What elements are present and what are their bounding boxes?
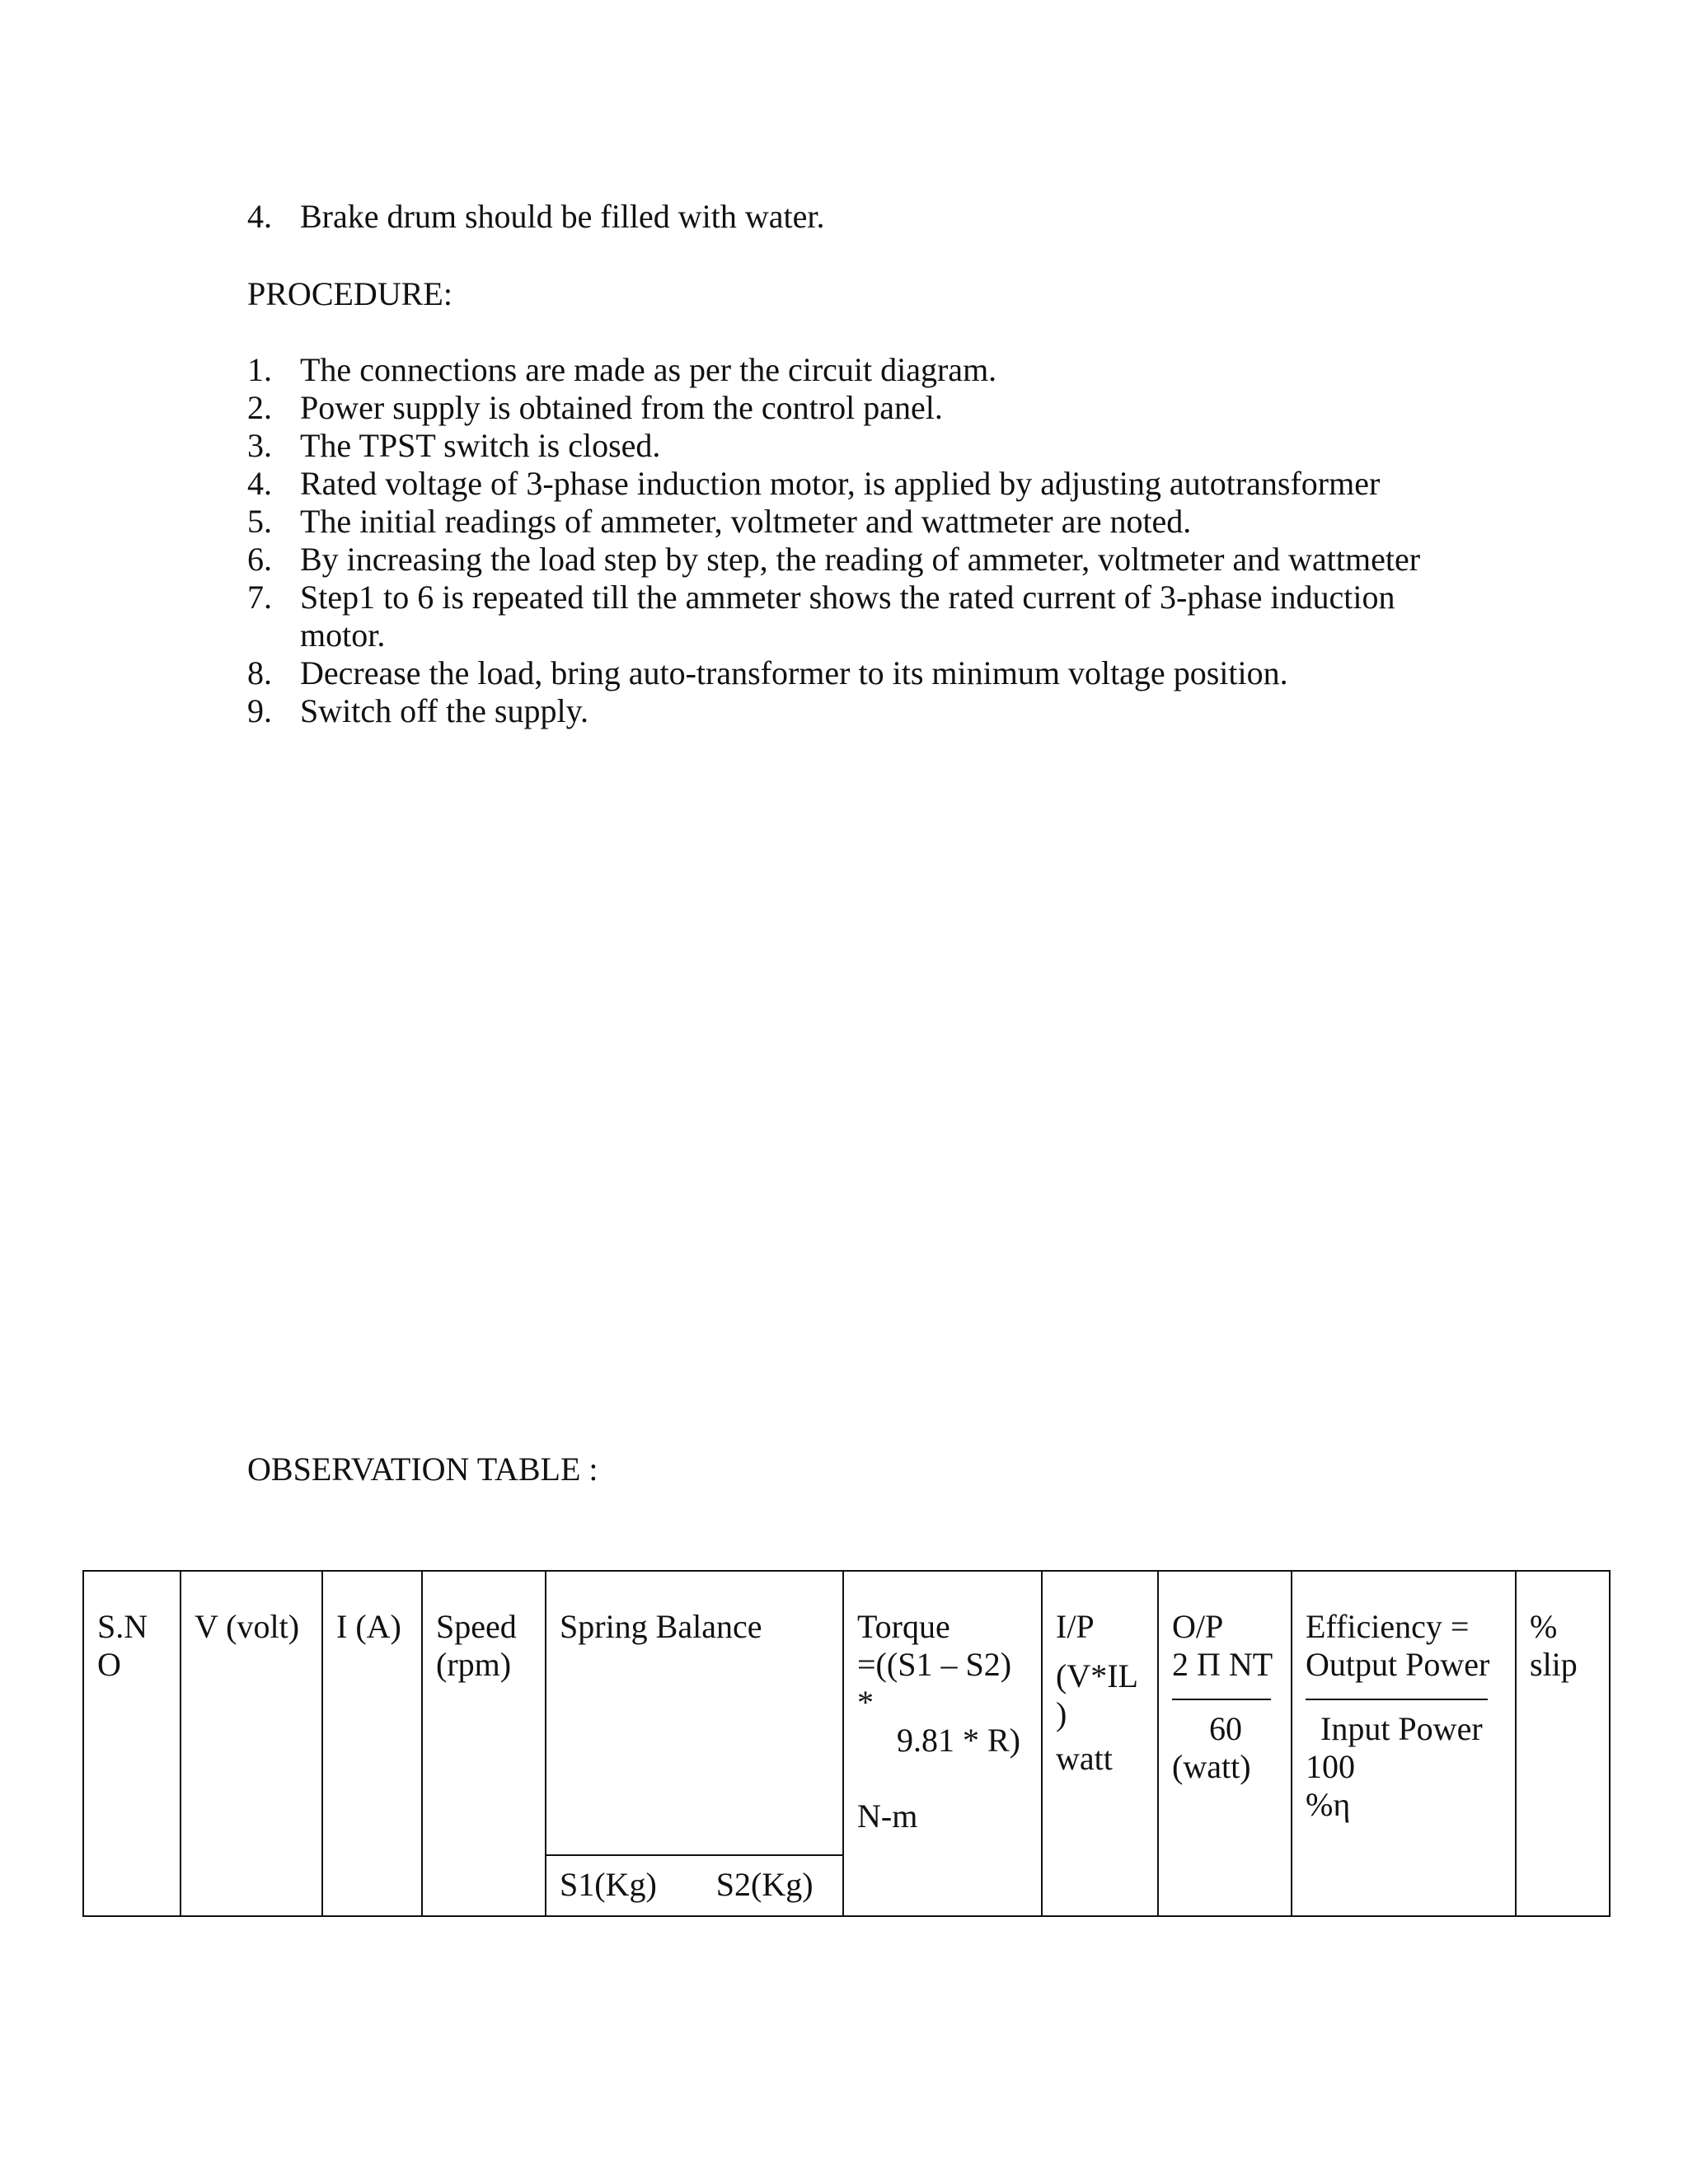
item-number: 4. — [247, 198, 272, 235]
col-torque — [843, 1571, 1042, 1916]
step-text: Step1 to 6 is repeated till the ammeter shows the rated current of 3-phase induction motor. — [300, 579, 1395, 654]
ip-unit: watt — [1056, 1740, 1113, 1777]
procedure-heading: PROCEDURE: — [247, 275, 452, 312]
col-output-power — [1158, 1571, 1292, 1916]
step-text: By increasing the load step by step, the reading of ammeter, voltmeter and wattmeter — [300, 541, 1421, 578]
torque-formula-line1: =((S1 – S2) * — [857, 1646, 1012, 1721]
torque-label: Torque — [857, 1608, 950, 1645]
s2-label: S2(Kg) — [715, 1866, 814, 1903]
procedure-step — [247, 351, 1484, 389]
procedure-step — [247, 654, 1484, 692]
ip-label: I/P — [1056, 1608, 1095, 1645]
procedure-step — [247, 503, 1484, 541]
col-speed-label: Speed (rpm) — [436, 1608, 517, 1683]
eff-label: Efficiency = — [1306, 1608, 1470, 1645]
precaution-item-4 — [247, 198, 825, 236]
col-sno-label: S.N O — [97, 1608, 148, 1683]
spring-balance-label: Spring Balance — [560, 1608, 762, 1645]
item-text: Brake drum should be filled with water. — [300, 198, 825, 235]
observation-heading: OBSERVATION TABLE : — [247, 1451, 598, 1488]
col-slip — [1516, 1571, 1610, 1916]
procedure-step — [247, 579, 1484, 654]
op-unit: (watt) — [1172, 1748, 1251, 1785]
step-number: 5. — [247, 503, 272, 540]
observation-table — [82, 1570, 1611, 1917]
slip-label-line1: % — [1530, 1608, 1558, 1645]
slip-label-line2: slip — [1530, 1646, 1578, 1683]
col-sno — [83, 1571, 181, 1916]
col-voltage — [181, 1571, 322, 1916]
ip-formula: (V*IL ) — [1056, 1657, 1137, 1732]
op-fraction-line — [1172, 1699, 1271, 1700]
col-speed — [422, 1571, 546, 1916]
procedure-step — [247, 427, 1484, 465]
procedure-list — [247, 351, 1484, 730]
torque-formula-line2: 9.81 * R) — [897, 1722, 1020, 1759]
step-text: Decrease the load, bring auto-transformer to its minimum voltage position. — [300, 654, 1288, 691]
s1-label: S1(Kg) — [560, 1866, 657, 1903]
op-label: O/P — [1172, 1608, 1224, 1645]
step-number: 4. — [247, 465, 272, 502]
procedure-step — [247, 541, 1484, 579]
col-current — [322, 1571, 422, 1916]
op-denominator: 60 — [1209, 1710, 1242, 1747]
procedure-step — [247, 389, 1484, 427]
step-text: Rated voltage of 3-phase induction motor, is applied by adjusting autotransformer — [300, 465, 1381, 502]
step-number: 1. — [247, 351, 272, 388]
step-number: 7. — [247, 579, 272, 616]
col-efficiency — [1292, 1571, 1516, 1916]
spring-balance-subheaders — [546, 1854, 842, 1915]
step-number: 2. — [247, 389, 272, 426]
col-spring-balance — [546, 1571, 843, 1916]
step-text: The connections are made as per the circuit diagram. — [300, 351, 997, 388]
step-number: 3. — [247, 427, 272, 464]
eff-fraction-line — [1306, 1699, 1488, 1700]
step-number: 8. — [247, 654, 272, 691]
step-number: 6. — [247, 541, 272, 578]
step-text: Switch off the supply. — [300, 692, 588, 729]
procedure-step — [247, 465, 1484, 503]
op-numerator: 2 Π NT — [1172, 1646, 1273, 1683]
col-voltage-label: V (volt) — [195, 1608, 300, 1645]
step-text: Power supply is obtained from the control panel. — [300, 389, 943, 426]
eff-denominator: Input Power — [1320, 1710, 1483, 1747]
col-current-label: I (A) — [336, 1608, 401, 1645]
procedure-step — [247, 692, 1484, 730]
step-text: The TPST switch is closed. — [300, 427, 661, 464]
eff-unit: %η — [1306, 1786, 1351, 1823]
table-header-row — [83, 1571, 1610, 1916]
torque-unit: N-m — [857, 1797, 918, 1835]
step-number: 9. — [247, 692, 272, 729]
eff-factor: 100 — [1306, 1748, 1355, 1785]
eff-numerator: Output Power — [1306, 1646, 1490, 1683]
step-text: The initial readings of ammeter, voltmeter and wattmeter are noted. — [300, 503, 1192, 540]
col-input-power — [1042, 1571, 1158, 1916]
